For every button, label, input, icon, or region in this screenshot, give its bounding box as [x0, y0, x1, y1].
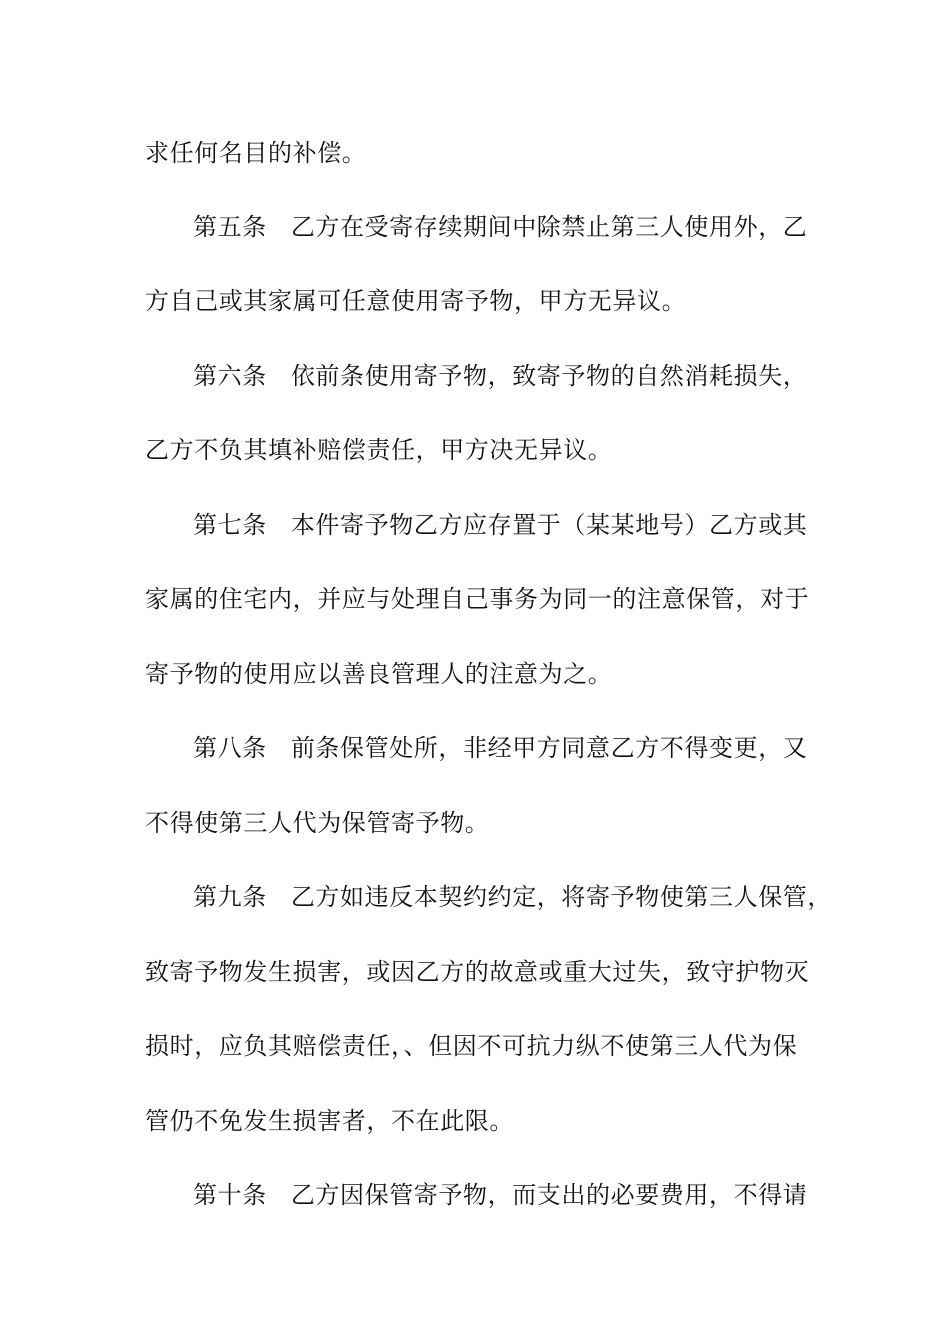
line-text: 乙方如违反本契约约定，将寄予物使第三人保管，	[290, 883, 833, 911]
line-text: 本件寄予物乙方应存置于（某某地号）乙方或其	[290, 511, 808, 539]
text-line	[145, 1106, 825, 1136]
text-line	[145, 138, 825, 168]
text-line	[145, 659, 825, 689]
text-line	[145, 808, 825, 838]
line-text: 依前条使用寄予物，致寄予物的自然消耗损失，	[290, 362, 808, 390]
article-number: 第十条	[193, 1181, 267, 1209]
line-text: 致寄予物发生损害，或因乙方的故意或重大过失，致守护物灭	[145, 958, 810, 986]
article-9-line	[193, 882, 873, 912]
line-text: 管仍不免发生损害者，不在此限。	[145, 1107, 514, 1135]
article-8-line	[193, 733, 873, 763]
line-text: 寄予物的使用应以善良管理人的注意为之。	[145, 660, 613, 688]
article-number: 第五条	[193, 213, 267, 241]
line-text: 前条保管处所，非经甲方同意乙方不得变更，又	[290, 734, 808, 762]
line-text: 乙方不负其填补赔偿责任，甲方决无异议。	[145, 436, 613, 464]
text-line	[145, 957, 825, 987]
line-text: 求任何名目的补偿。	[145, 139, 367, 167]
line-text: 家属的住宅内，并应与处理自己事务为同一的注意保管，对于	[145, 585, 810, 613]
text-line	[145, 435, 825, 465]
article-number: 第七条	[193, 511, 267, 539]
article-5-line	[193, 212, 873, 242]
line-text: 方自己或其家属可任意使用寄予物，甲方无异议。	[145, 287, 687, 315]
line-text: 乙方因保管寄予物，而支出的必要费用，不得请	[290, 1181, 808, 1209]
article-7-line	[193, 510, 873, 540]
line-text: 不得使第三人代为保管寄予物。	[145, 809, 490, 837]
article-10-line	[193, 1180, 873, 1210]
article-number: 第九条	[193, 883, 267, 911]
article-number: 第六条	[193, 362, 267, 390]
text-line	[145, 584, 825, 614]
line-text: 乙方在受寄存续期间中除禁止第三人使用外，乙	[290, 213, 808, 241]
text-line	[145, 286, 825, 316]
text-line	[145, 1031, 825, 1061]
line-text: 损时，应负其赔偿责任，、但因不可抗力纵不使第三人代为保	[145, 1032, 798, 1060]
article-number: 第八条	[193, 734, 267, 762]
article-6-line	[193, 361, 873, 391]
